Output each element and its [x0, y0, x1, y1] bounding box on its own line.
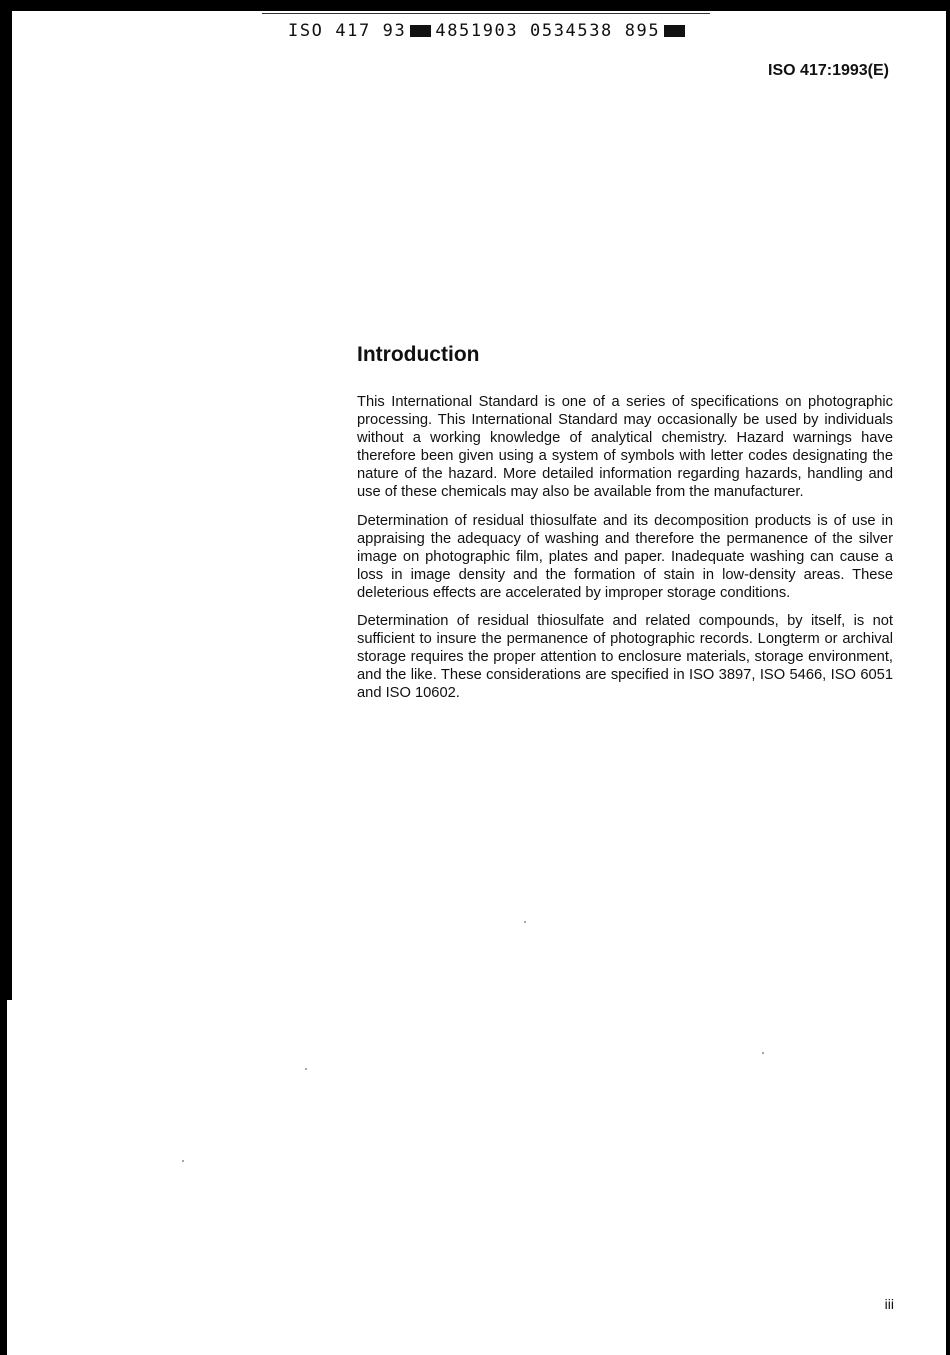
barcode-text-2: 4851903 0534538 895 [435, 21, 661, 41]
scan-border-right [946, 0, 950, 1355]
document-id: ISO 417:1993(E) [768, 62, 889, 79]
scan-speck [524, 921, 526, 923]
scan-border-left-lower [0, 995, 7, 1355]
paragraph-3: Determination of residual thiosulfate and related compounds, by itself, is not sufficient to insure the permanence of photographic records. Longterm or archival storage requires the proper attention to enclosure materials, storage environment, and the like. These considerations are specified in ISO 3897, ISO 5466, ISO 6051 and ISO 10602. [357, 613, 893, 702]
paragraph-1: This International Standard is one of a series of specifications on photographic processing. This International Standard may occasionally be used by individuals without a working knowledge of analytical chemistry. Hazard warnings have therefore been given using a system of symbols with letter codes designating the nature of the hazard. More detailed information regarding hazards, handling and use of these chemicals may also be available from the manufacturer. [357, 394, 893, 501]
scan-speck [305, 1068, 307, 1070]
scan-speck [182, 1160, 184, 1162]
page-number: iii [884, 1296, 894, 1312]
section-title: Introduction [357, 343, 480, 366]
barcode-line [288, 21, 689, 41]
barcode-block-2 [664, 25, 685, 37]
paragraph-2: Determination of residual thiosulfate and its decomposition products is of use in appraising the adequacy of washing and therefore the permanence of the silver image on photographic film, plates and paper. Inadequate washing can cause a loss in image density and the formation of stain in low-density areas. These deleterious effects are accelerated by improper storage conditions. [357, 512, 893, 601]
header-rule [262, 13, 710, 14]
scan-speck [762, 1052, 764, 1054]
scan-border-top [0, 0, 950, 11]
barcode-block-1 [410, 25, 431, 37]
scan-border-left [0, 0, 12, 1000]
barcode-text-1: ISO 417 93 [288, 21, 407, 41]
introduction-section [357, 340, 893, 713]
